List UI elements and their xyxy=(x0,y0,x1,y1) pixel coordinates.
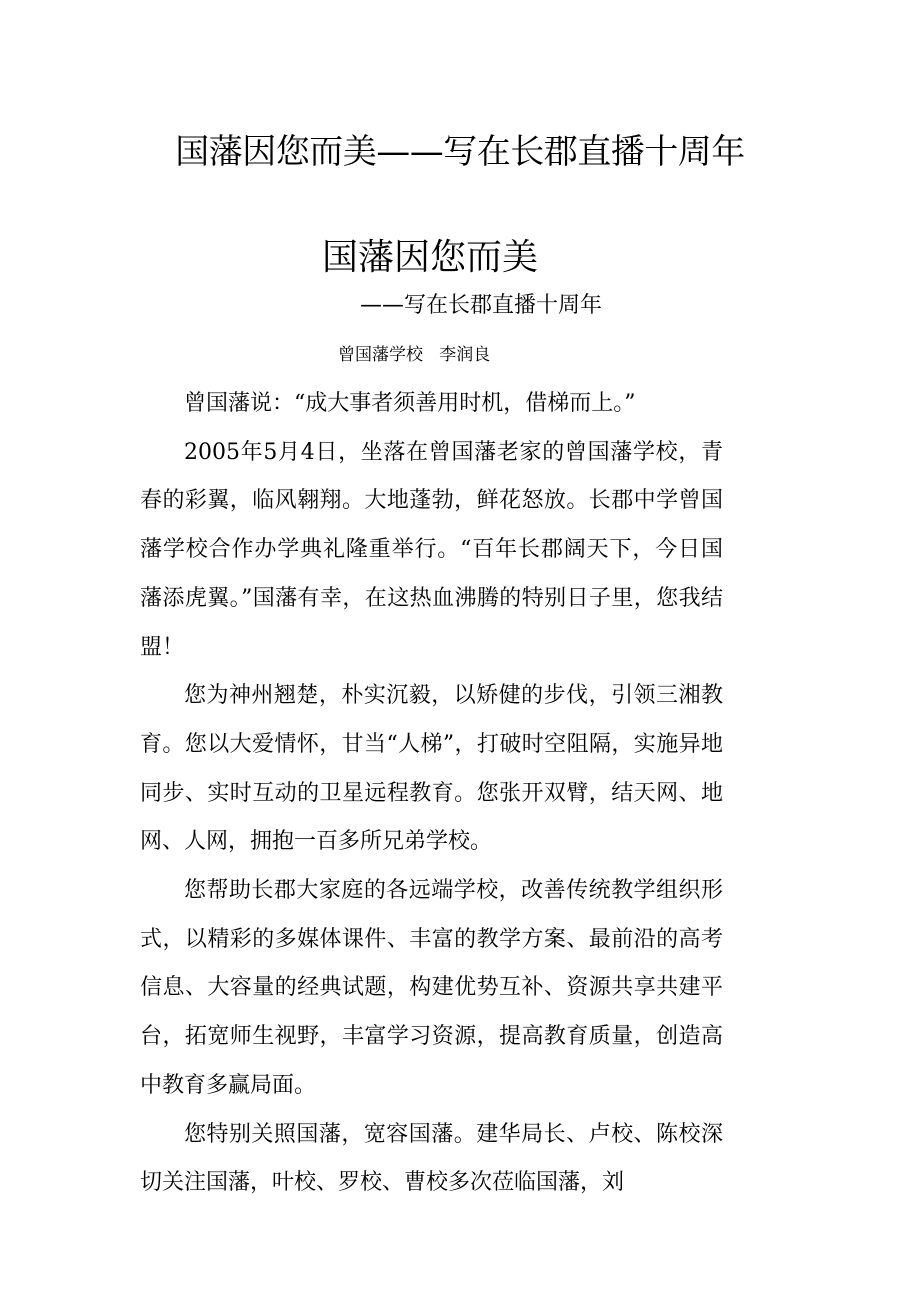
paragraph-founding: 2005年5月4日，坐落在曾国藩老家的曾国藩学校，青春的彩翼，临风翱翔。大地蓬勃，鲜花怒放。长郡中学曾国藩学校合作办学典礼隆重举行。“百年长郡阔天下，今日国藩添虎翼。”国藩有幸，在这热血沸腾的特别日子里，您我结盟！ xyxy=(140,439,723,660)
paragraph-support: 您帮助长郡大家庭的各远端学校，改善传统教学组织形式，以精彩的多媒体课件、丰富的教学方案、最前沿的高考信息、大容量的经典试题，构建优势互补、资源共享共建平台，拓宽师生视野，丰富学习资源，提高教育质量，创造高中教育多赢局面。 xyxy=(140,878,723,1098)
paragraph-quote: 曾国藩说：“成大事者须善用时机，借梯而上。” xyxy=(184,391,636,416)
article-subtitle: ——写在长郡直播十周年 xyxy=(360,293,603,318)
article-title: 国藩因您而美 xyxy=(322,237,539,278)
paragraph-leadership: 您为神州翘楚，朴实沉毅，以矫健的步伐，引领三湘教育。您以大爱情怀，甘当“人梯”，打破时空阻隔，实施异地同步、实时互动的卫星远程教育。您张开双臂，结天网、地网、人网，拥抱一百多所兄弟学校。 xyxy=(140,683,723,855)
author-byline: 曾国藩学校 李润良 xyxy=(338,345,491,365)
article-body xyxy=(140,380,723,1208)
document-header-title: 国藩因您而美——写在长郡直播十周年 xyxy=(175,132,745,172)
paragraph-care: 您特别关照国藩，宽容国藩。建华局长、卢校、陈校深切关注国藩，叶校、罗校、曹校多次莅临国藩，刘 xyxy=(140,1121,723,1196)
